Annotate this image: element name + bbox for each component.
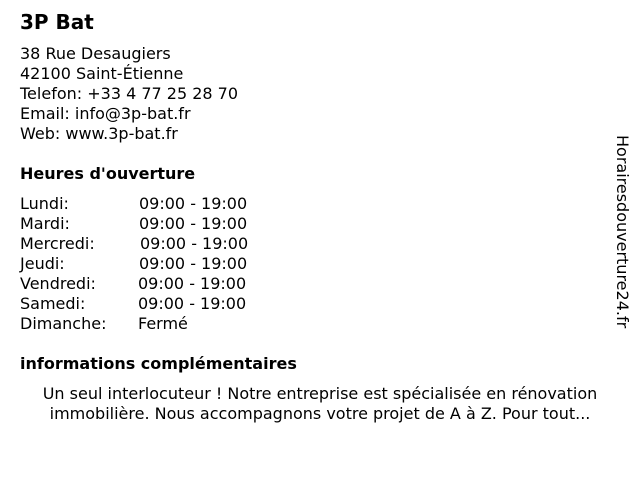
- contact-block: [20, 44, 238, 144]
- day-label: Vendredi:: [20, 274, 96, 293]
- day-label: Samedi:: [20, 294, 86, 313]
- day-label: Dimanche:: [20, 314, 107, 333]
- time-value: 09:00 - 19:00: [138, 294, 247, 313]
- time-value: 09:00 - 19:00: [139, 194, 248, 213]
- address-line-2: 42100 Saint-Étienne: [20, 64, 184, 83]
- time-value: 09:00 - 19:00: [139, 214, 248, 233]
- day-label: Mardi:: [20, 214, 70, 233]
- time-value: 09:00 - 19:00: [138, 274, 247, 293]
- time-value: 09:00 - 19:00: [140, 234, 249, 253]
- day-label: Mercredi:: [20, 234, 95, 253]
- time-value: 09:00 - 19:00: [139, 254, 248, 273]
- description-line-2: immobilière. Nous accompagnons votre projet de A à Z. Pour tout...: [49, 404, 591, 423]
- website-address: Web: www.3p-bat.fr: [20, 124, 178, 143]
- address-line-1: 38 Rue Desaugiers: [20, 44, 171, 63]
- business-name: 3P Bat: [20, 10, 94, 34]
- phone-number: Telefon: +33 4 77 25 28 70: [20, 84, 239, 103]
- day-label: Jeudi:: [20, 254, 65, 273]
- business-description: [20, 384, 620, 424]
- description-line-1: Un seul interlocuteur ! Notre entreprise est spécialisée en rénovation: [42, 384, 598, 403]
- time-value: Fermé: [138, 314, 188, 333]
- additional-info-heading: informations complémentaires: [20, 354, 297, 373]
- day-label: Lundi:: [20, 194, 69, 213]
- email-address: Email: info@3p-bat.fr: [20, 104, 191, 123]
- site-watermark: Horairesdouverture24.fr: [613, 135, 632, 329]
- opening-hours-heading: Heures d'ouverture: [20, 164, 196, 183]
